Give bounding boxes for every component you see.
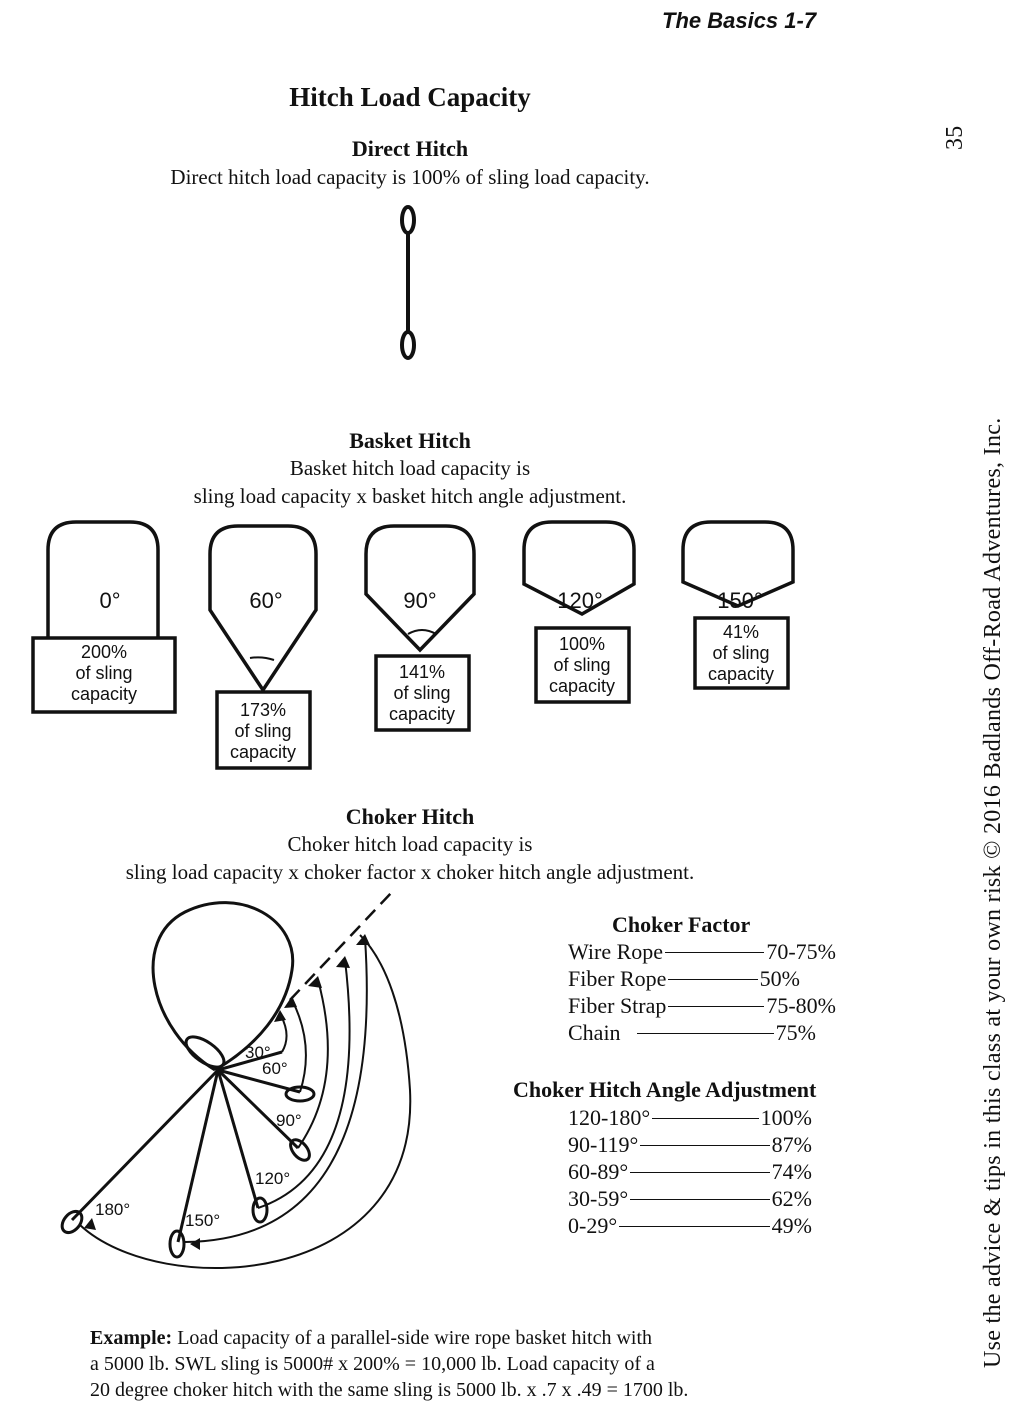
basket-90-line2: of sling bbox=[393, 683, 451, 703]
arc-90 bbox=[298, 980, 328, 1148]
choker-hitch-line1: Choker hitch load capacity is bbox=[287, 832, 533, 856]
eye-120 bbox=[253, 1198, 267, 1222]
basket-0-line2: of sling bbox=[75, 663, 133, 683]
choker-angle-30: 30° bbox=[245, 1043, 271, 1062]
arc-60 bbox=[292, 1000, 306, 1092]
angle-label: 90-119° bbox=[568, 1132, 639, 1157]
basket-hitch-diagrams bbox=[0, 510, 900, 780]
example-text-1: Load capacity of a parallel-side wire rope basket hitch with bbox=[177, 1327, 653, 1349]
direct-hitch-heading: Direct Hitch bbox=[351, 136, 469, 161]
factor-value: 70-75% bbox=[766, 939, 836, 964]
arrowhead-120 bbox=[336, 956, 350, 968]
basket-hitch-line1: Basket hitch load capacity is bbox=[289, 456, 531, 480]
angle-label: 60-89° bbox=[568, 1159, 629, 1184]
example-block bbox=[90, 1325, 890, 1403]
basket-90-line3: capacity bbox=[388, 704, 456, 724]
angle-row bbox=[568, 1131, 812, 1158]
factor-value: 50% bbox=[759, 966, 800, 991]
basket-150-line2: of sling bbox=[712, 643, 770, 663]
angle-label: 30-59° bbox=[568, 1186, 629, 1211]
angle-row bbox=[568, 1104, 812, 1131]
arrowhead-150 bbox=[356, 934, 370, 945]
choker-eye bbox=[181, 1031, 229, 1073]
angle-label: 120-180° bbox=[568, 1105, 651, 1130]
choker-hitch-heading: Choker Hitch bbox=[345, 804, 475, 829]
angle-row bbox=[568, 1185, 812, 1212]
choker-dashed-line bbox=[290, 892, 392, 1000]
angle-adjustment-heading: Choker Hitch Angle Adjustment bbox=[513, 1077, 817, 1102]
basket-120-pct: 100% bbox=[558, 634, 606, 654]
basket-120-line2: of sling bbox=[553, 655, 611, 675]
angle-row bbox=[568, 1212, 812, 1239]
page-number: 35 bbox=[942, 125, 968, 150]
basket-0-pct: 200% bbox=[80, 642, 128, 662]
factor-label: Fiber Strap bbox=[568, 993, 667, 1018]
angle-adjustment-table bbox=[568, 1104, 812, 1239]
basket-60-line3: capacity bbox=[229, 742, 297, 762]
factor-label: Chain bbox=[568, 1020, 621, 1045]
choker-hitch-line2: sling load capacity x choker factor x choker hitch angle adjustment. bbox=[125, 860, 695, 884]
choker-factor-row bbox=[568, 938, 836, 965]
basket-90-angle: 90° bbox=[403, 588, 437, 613]
choker-factor-row bbox=[568, 992, 836, 1019]
sling-eye-bottom bbox=[402, 332, 414, 358]
leg-180 bbox=[72, 1070, 218, 1220]
angle-row bbox=[568, 1158, 812, 1185]
arrowhead-180-start bbox=[84, 1218, 96, 1230]
basket-hitch-line2: sling load capacity x basket hitch angle adjustment. bbox=[193, 484, 627, 508]
choker-factor-row bbox=[568, 1019, 836, 1046]
angle-value: 74% bbox=[771, 1159, 812, 1184]
example-line3: 20 degree choker hitch with the same sling is 5000 lb. x .7 x .49 = 1700 lb. bbox=[90, 1379, 689, 1401]
choker-hitch-diagram bbox=[0, 880, 520, 1300]
factor-value: 75% bbox=[775, 1020, 816, 1045]
choker-angle-180: 180° bbox=[95, 1200, 131, 1219]
eye-150 bbox=[170, 1231, 184, 1257]
choker-factor-heading: Choker Factor bbox=[612, 912, 751, 937]
choker-factor-table bbox=[568, 938, 836, 1046]
factor-label: Wire Rope bbox=[568, 939, 664, 964]
basket-60-pct: 173% bbox=[239, 700, 287, 720]
angle-value: 87% bbox=[771, 1132, 812, 1157]
angle-value: 62% bbox=[771, 1186, 812, 1211]
basket-0-angle: 0° bbox=[99, 588, 121, 613]
example-label: Example: bbox=[90, 1327, 173, 1349]
angle-value: 49% bbox=[771, 1213, 812, 1238]
angle-label: 0-29° bbox=[568, 1213, 618, 1238]
example-line1 bbox=[90, 1325, 890, 1351]
eye-90 bbox=[287, 1136, 313, 1163]
page-title: Hitch Load Capacity bbox=[289, 82, 531, 112]
basket-90-angle-arrow bbox=[408, 630, 436, 634]
factor-label: Fiber Rope bbox=[568, 966, 667, 991]
factor-value: 75-80% bbox=[766, 993, 836, 1018]
basket-150-line3: capacity bbox=[707, 664, 775, 684]
example-line2: a 5000 lb. SWL sling is 5000# x 200% = 10,000 lb. Load capacity of a bbox=[90, 1353, 655, 1375]
basket-0-line3: capacity bbox=[70, 684, 138, 704]
choker-angle-60: 60° bbox=[262, 1059, 288, 1078]
basket-120-line3: capacity bbox=[548, 676, 616, 696]
choker-loop bbox=[153, 903, 293, 1070]
choker-factor-row bbox=[568, 965, 836, 992]
direct-hitch-text: Direct hitch load capacity is 100% of sling load capacity. bbox=[170, 165, 650, 189]
choker-angle-150: 150° bbox=[185, 1211, 221, 1230]
choker-angle-120: 120° bbox=[255, 1169, 291, 1188]
basket-150-pct: 41% bbox=[722, 622, 760, 642]
page-header: The Basics 1-7 bbox=[662, 8, 817, 33]
basket-60-line2: of sling bbox=[234, 721, 292, 741]
basket-60-angle-arrow bbox=[250, 657, 274, 660]
arrowhead-150-start bbox=[190, 1238, 200, 1250]
basket-90-pct: 141% bbox=[398, 662, 446, 682]
direct-hitch-diagram bbox=[380, 195, 440, 370]
angle-value: 100% bbox=[760, 1105, 812, 1130]
choker-angle-90: 90° bbox=[276, 1111, 302, 1130]
sling-eye-top bbox=[402, 207, 414, 233]
basket-hitch-heading: Basket Hitch bbox=[349, 428, 471, 453]
basket-120-angle: 120° bbox=[557, 588, 603, 613]
basket-60-angle: 60° bbox=[249, 588, 283, 613]
basket-150-angle: 150° bbox=[717, 588, 763, 613]
side-note: Use the advice & tips in this class at your own risk © 2016 Badlands Off-Road Adventures, Inc. bbox=[980, 417, 1006, 1368]
basket-0-sling bbox=[48, 522, 158, 640]
